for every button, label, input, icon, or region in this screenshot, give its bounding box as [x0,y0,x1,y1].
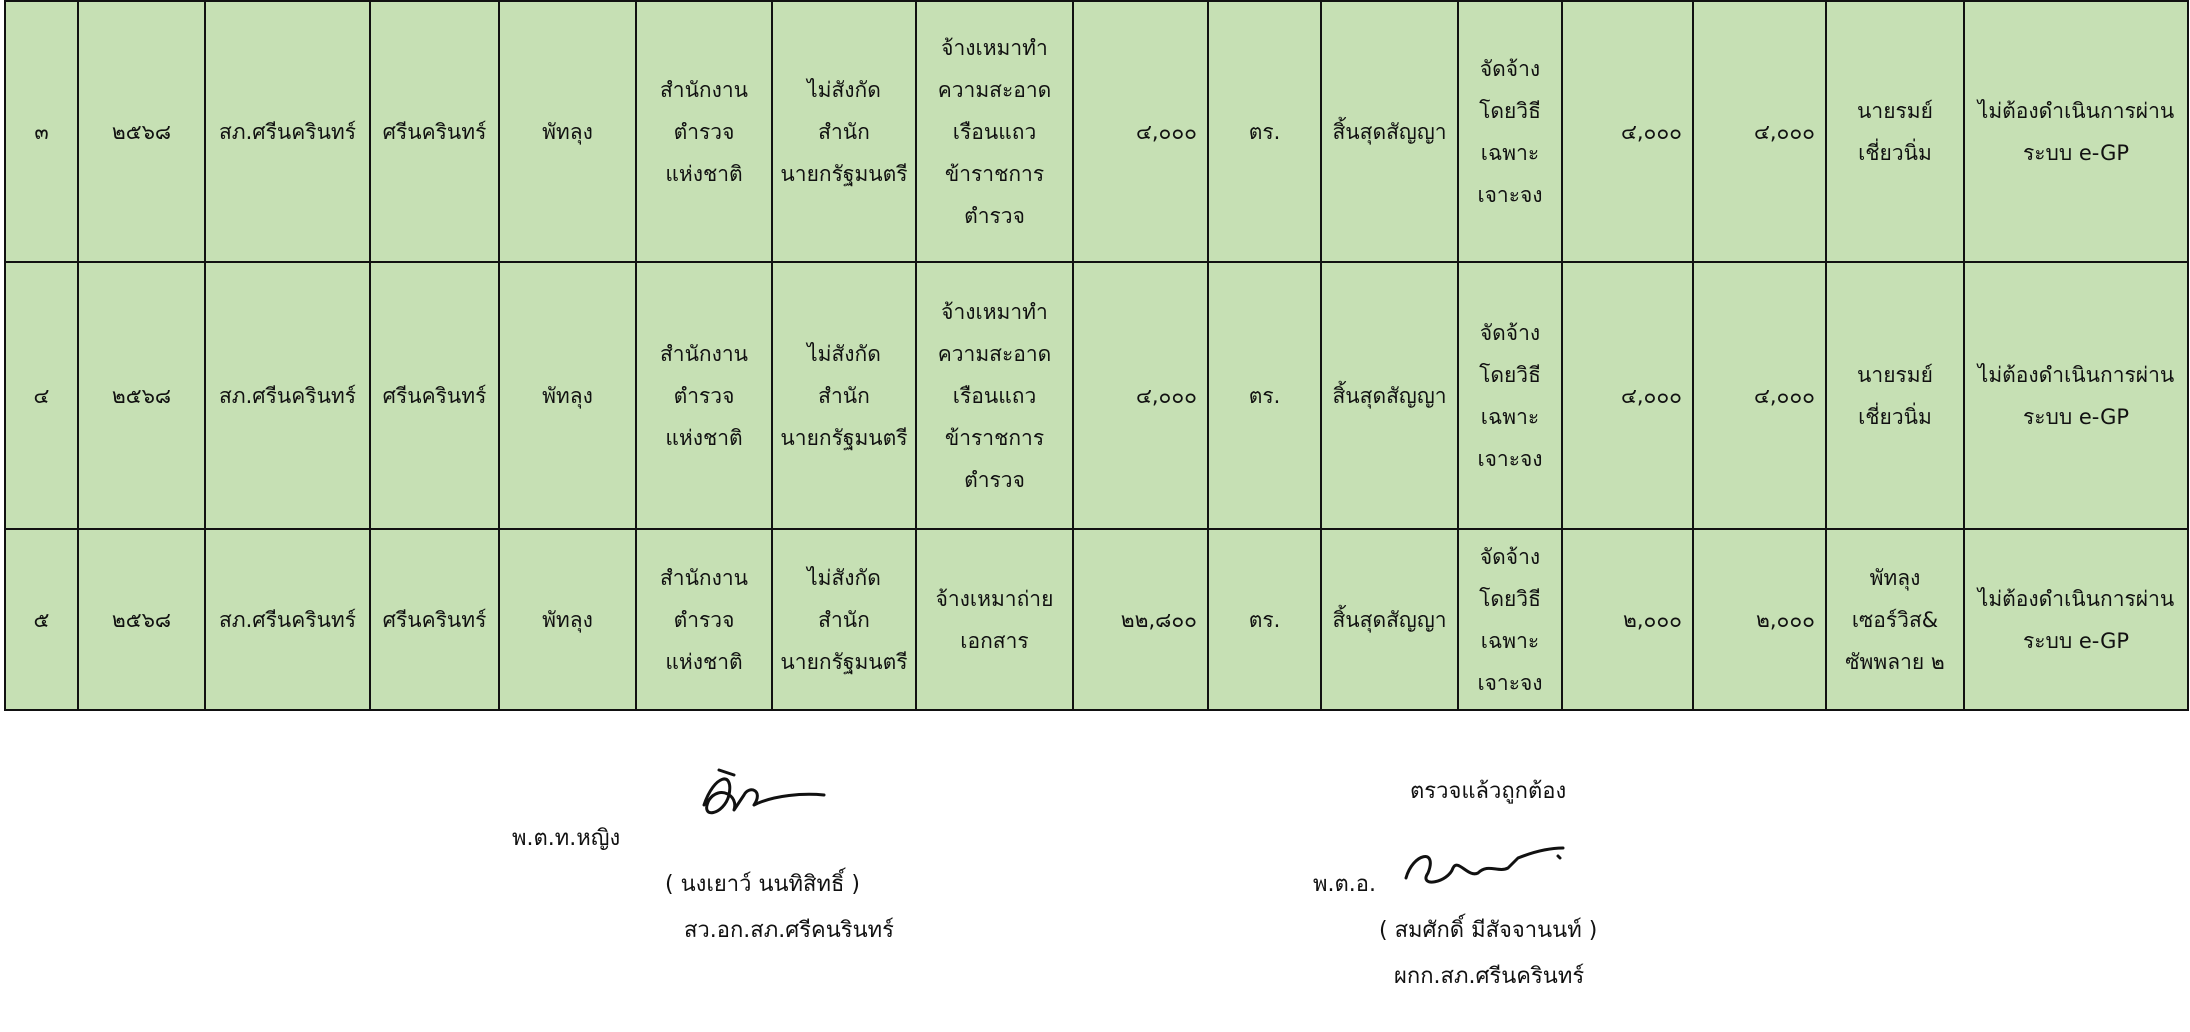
method-cell [1458,529,1562,710]
egp-note-cell [1964,1,2188,262]
median-price-cell: ๒,๐๐๐ [1562,529,1693,710]
seq-cell: ๕ [5,529,78,710]
budget-cell: ๔,๐๐๐ [1073,262,1208,529]
method-cell-line: เจาะจง [1477,670,1543,695]
province-cell: พัทลุง [499,1,636,262]
ministry-cell-line: ไม่สังกัด [807,77,881,102]
status-cell: สิ้นสุดสัญญา [1321,1,1458,262]
agency-cell-line: แห่งชาติ [665,161,743,186]
left-signature-mark [694,765,829,830]
ministry-cell [772,529,916,710]
agency-cell [636,529,772,710]
project-cell-line: ตำรวจ [964,467,1025,492]
ministry-cell-line: สำนัก [818,119,870,144]
method-cell [1458,262,1562,529]
left-signer-position: สว.อก.สภ.ศรีคนรินทร์ [684,918,894,943]
status-cell: สิ้นสุดสัญญา [1321,262,1458,529]
project-cell-line: ตำรวจ [964,203,1025,228]
ministry-cell [772,262,916,529]
project-cell [916,262,1073,529]
source-cell: ตร. [1208,529,1321,710]
year-cell: ๒๕๖๘ [78,262,205,529]
table-row [5,262,2188,529]
seq-cell: ๓ [5,1,78,262]
agency-cell-line: ตำรวจ [673,383,735,408]
method-cell-line: จัดจ้าง [1479,320,1541,345]
contractor-cell-line: เซอร์วิส& [1851,607,1939,632]
unit-cell: สภ.ศรีนครินทร์ [205,529,370,710]
method-cell-line: เฉพาะ [1480,404,1540,429]
contractor-cell-line: นายรมย์ [1857,98,1933,123]
province-cell: พัทลุง [499,262,636,529]
contractor-cell [1826,529,1964,710]
left-signer-name: ( นงเยาว์ นนทิสิทธิ์ ) [665,872,860,897]
method-cell-line: เฉพาะ [1480,140,1540,165]
right-signer-name: ( สมศักดิ์ มีสัจจานนท์ ) [1379,918,1598,943]
procurement-table [4,0,2189,711]
egp-note-cell-line: ระบบ e-GP [2022,628,2130,653]
ministry-cell-line: สำนัก [818,607,870,632]
egp-note-cell [1964,529,2188,710]
province-cell: พัทลุง [499,529,636,710]
source-cell: ตร. [1208,1,1321,262]
project-cell-line: เรือนแถว [952,119,1037,144]
agency-cell-line: สำนักงาน [659,565,749,590]
verification-label: ตรวจแล้วถูกต้อง [1410,779,1567,804]
agency-cell [636,1,772,262]
right-signature-mark [1398,838,1568,893]
table-row [5,529,2188,710]
ministry-cell-line: นายกรัฐมนตรี [780,649,908,674]
district-cell: ศรีนครินทร์ [370,262,499,529]
method-cell [1458,1,1562,262]
district-cell: ศรีนครินทร์ [370,529,499,710]
contractor-cell-line: เชี่ยวนิ่ม [1858,404,1932,429]
agency-cell [636,262,772,529]
method-cell-line: โดยวิธี [1479,586,1541,611]
project-cell-line: จ้างเหมาทำ [941,35,1048,60]
method-cell-line: จัดจ้าง [1479,544,1541,569]
ministry-cell-line: นายกรัฐมนตรี [780,425,908,450]
year-cell: ๒๕๖๘ [78,529,205,710]
project-cell-line: ข้าราชการ [944,161,1045,186]
contract-price-cell: ๔,๐๐๐ [1693,1,1826,262]
contract-price-cell: ๔,๐๐๐ [1693,262,1826,529]
project-cell-line: ข้าราชการ [944,425,1045,450]
method-cell-line: เจาะจง [1477,182,1543,207]
ministry-cell-line: นายกรัฐมนตรี [780,161,908,186]
table-body [5,1,2188,710]
project-cell [916,529,1073,710]
method-cell-line: เฉพาะ [1480,628,1540,653]
egp-note-cell-line: ระบบ e-GP [2022,404,2130,429]
egp-note-cell-line: ไม่ต้องดำเนินการผ่าน [1977,98,2175,123]
method-cell-line: จัดจ้าง [1479,56,1541,81]
project-cell-line: ความสะอาด [937,77,1052,102]
agency-cell-line: สำนักงาน [659,341,749,366]
left-signer-rank: พ.ต.ท.หญิง [512,826,621,851]
right-signer-position: ผกก.สภ.ศรีนครินทร์ [1394,964,1585,989]
budget-cell: ๔,๐๐๐ [1073,1,1208,262]
table-row [5,1,2188,262]
egp-note-cell [1964,262,2188,529]
method-cell-line: เจาะจง [1477,446,1543,471]
method-cell-line: โดยวิธี [1479,98,1541,123]
agency-cell-line: แห่งชาติ [665,425,743,450]
unit-cell: สภ.ศรีนครินทร์ [205,262,370,529]
contractor-cell-line: พัทลุง [1869,565,1921,590]
median-price-cell: ๔,๐๐๐ [1562,1,1693,262]
egp-note-cell-line: ไม่ต้องดำเนินการผ่าน [1977,362,2175,387]
project-cell-line: เอกสาร [960,628,1029,653]
project-cell-line: ความสะอาด [937,341,1052,366]
budget-cell: ๒๒,๘๐๐ [1073,529,1208,710]
agency-cell-line: ตำรวจ [673,119,735,144]
contractor-cell-line: นายรมย์ [1857,362,1933,387]
agency-cell-line: ตำรวจ [673,607,735,632]
project-cell [916,1,1073,262]
ministry-cell-line: สำนัก [818,383,870,408]
contractor-cell-line: เชี่ยวนิ่ม [1858,140,1932,165]
agency-cell-line: สำนักงาน [659,77,749,102]
district-cell: ศรีนครินทร์ [370,1,499,262]
agency-cell-line: แห่งชาติ [665,649,743,674]
status-cell: สิ้นสุดสัญญา [1321,529,1458,710]
median-price-cell: ๔,๐๐๐ [1562,262,1693,529]
project-cell-line: จ้างเหมาถ่าย [935,586,1054,611]
method-cell-line: โดยวิธี [1479,362,1541,387]
ministry-cell [772,1,916,262]
seq-cell: ๔ [5,262,78,529]
contractor-cell [1826,262,1964,529]
source-cell: ตร. [1208,262,1321,529]
ministry-cell-line: ไม่สังกัด [807,341,881,366]
project-cell-line: จ้างเหมาทำ [941,299,1048,324]
egp-note-cell-line: ระบบ e-GP [2022,140,2130,165]
right-signer-rank: พ.ต.อ. [1313,872,1376,897]
contract-price-cell: ๒,๐๐๐ [1693,529,1826,710]
contractor-cell [1826,1,1964,262]
contractor-cell-line: ซัพพลาย ๒ [1845,649,1945,674]
egp-note-cell-line: ไม่ต้องดำเนินการผ่าน [1977,586,2175,611]
year-cell: ๒๕๖๘ [78,1,205,262]
ministry-cell-line: ไม่สังกัด [807,565,881,590]
unit-cell: สภ.ศรีนครินทร์ [205,1,370,262]
project-cell-line: เรือนแถว [952,383,1037,408]
